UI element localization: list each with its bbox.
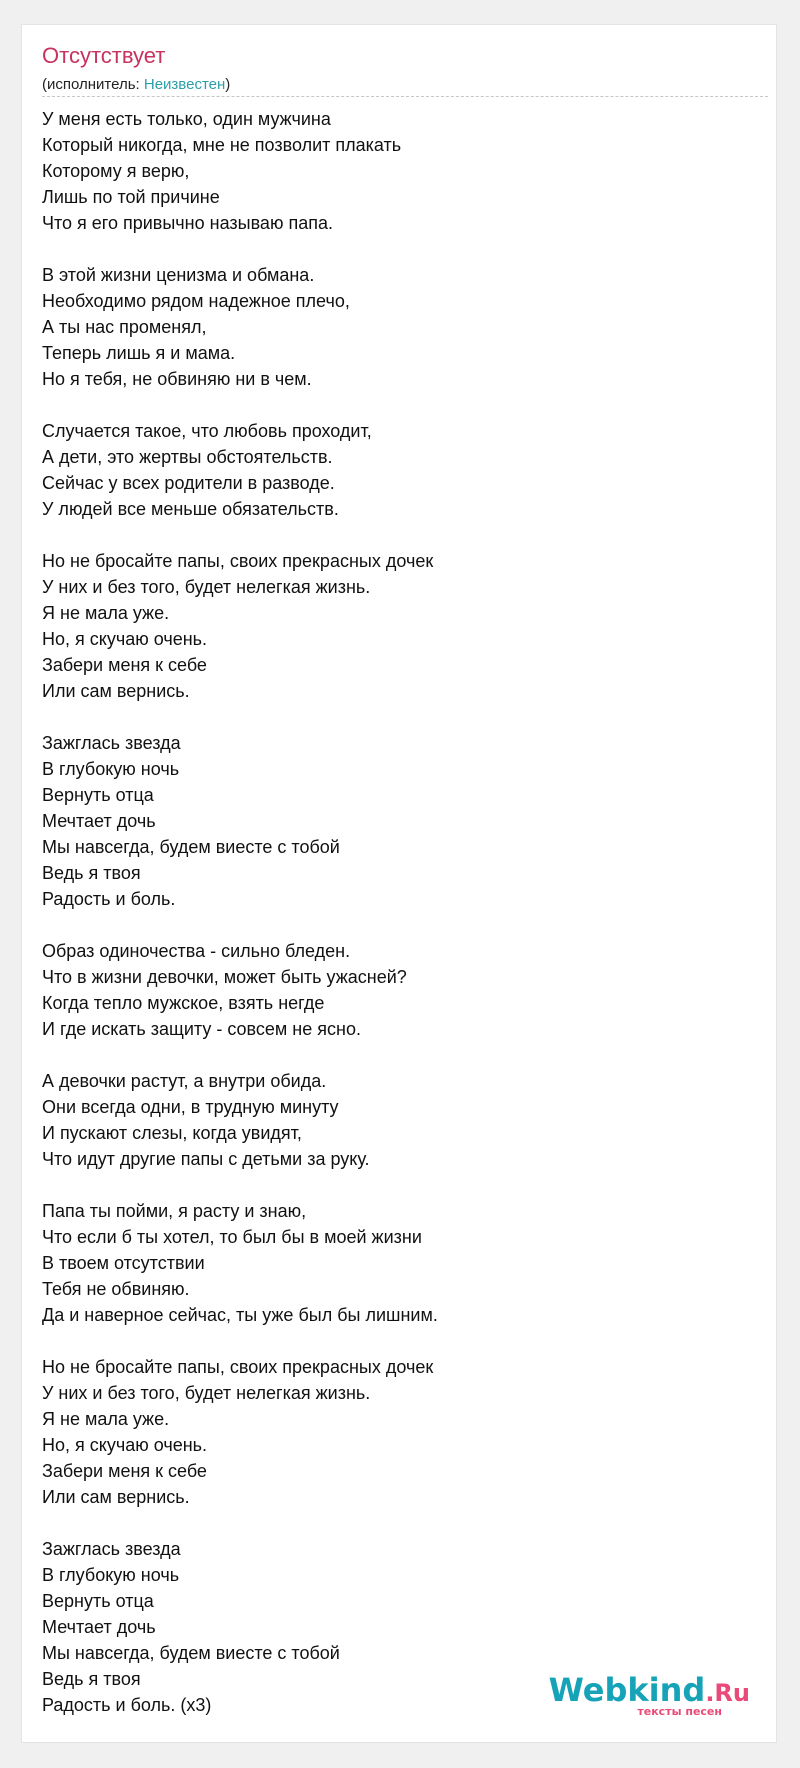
lyric-line: Когда тепло мужское, взять негде [42,993,325,1013]
lyrics-stanza [42,938,742,1042]
lyric-line: И где искать защиту - совсем не ясно. [42,1019,361,1039]
lyric-line: Забери меня к себе [42,1461,207,1481]
lyric-line: Я не мала уже. [42,1409,170,1429]
artist-prefix: (исполнитель: [42,76,144,93]
lyric-line: Ведь я твоя [42,863,141,883]
artist-suffix: ) [225,76,231,93]
lyrics-stanza [42,1354,742,1510]
header-divider [42,96,768,97]
lyric-line: Случается такое, что любовь проходит, [42,421,372,441]
logo-tld: .Ru [705,1679,750,1707]
lyrics-card [21,24,777,1743]
lyric-line: У людей все меньше обязательств. [42,499,339,519]
lyric-line: В глубокую ночь [42,1565,180,1585]
lyric-line: Я не мала уже. [42,603,170,623]
lyric-line: Ведь я твоя [42,1669,141,1689]
artist-link[interactable]: Неизвестен [143,76,226,93]
lyric-line: В глубокую ночь [42,759,180,779]
artist-line [42,75,230,95]
lyric-line: Они всегда одни, в трудную минуту [42,1097,339,1117]
lyrics-stanza [42,1198,742,1328]
lyric-line: В этой жизни ценизма и обмана. [42,265,315,285]
logo-subtitle: тексты песен [637,1705,722,1718]
lyric-line: Лишь по той причине [42,187,220,207]
lyric-line: Зажглась звезда [42,733,181,753]
lyric-line: Что идут другие папы с детьми за руку. [42,1149,370,1169]
lyric-line: Или сам вернись. [42,681,190,701]
lyric-line: Который никогда, мне не позволит плакать [42,135,402,155]
lyric-line: Но, я скучаю очень. [42,1435,208,1455]
lyrics-stanza [42,730,742,912]
lyric-line: Но не бросайте папы, своих прекрасных дочек [42,551,434,571]
lyric-line: А дети, это жертвы обстоятельств. [42,447,333,467]
lyrics-stanza [42,418,742,522]
lyric-line: Тебя не обвиняю. [42,1279,190,1299]
song-title: Отсутствует [42,43,166,68]
lyric-line: Забери меня к себе [42,655,207,675]
lyric-line: Что в жизни девочки, может быть ужасней? [42,967,407,987]
lyrics-stanza [42,548,742,704]
lyric-line: Мы навсегда, будем виесте с тобой [42,1643,340,1663]
logo-word: Webkind [548,1671,706,1709]
lyric-line: Вернуть отца [42,1591,154,1611]
lyric-line: Но, я скучаю очень. [42,629,208,649]
lyric-line: Сейчас у всех родители в разводе. [42,473,335,493]
lyric-line: Теперь лишь я и мама. [42,343,236,363]
lyric-line: Да и наверное сейчас, ты уже был бы лишним. [42,1305,438,1325]
lyric-line: Зажглась звезда [42,1539,181,1559]
site-logo[interactable] [548,1671,750,1718]
lyric-line: Необходимо рядом надежное плечо, [42,291,350,311]
lyrics-stanza [42,106,742,236]
lyrics-stanza [42,262,742,392]
lyric-line: Но не бросайте папы, своих прекрасных дочек [42,1357,434,1377]
lyric-line: А ты нас променял, [42,317,207,337]
lyric-line: Мечтает дочь [42,811,156,831]
lyric-line: И пускают слезы, когда увидят, [42,1123,302,1143]
lyric-line: А девочки растут, а внутри обида. [42,1071,327,1091]
lyric-line: У них и без того, будет нелегкая жизнь. [42,577,371,597]
lyric-line: Радость и боль. (x3) [42,1695,212,1715]
lyric-line: Мечтает дочь [42,1617,156,1637]
lyric-line: Вернуть отца [42,785,154,805]
lyric-line: Что если б ты хотел, то был бы в моей жизни [42,1227,422,1247]
lyric-line: Но я тебя, не обвиняю ни в чем. [42,369,312,389]
lyric-line: Или сам вернись. [42,1487,190,1507]
lyric-line: У них и без того, будет нелегкая жизнь. [42,1383,371,1403]
lyric-line: Образ одиночества - сильно бледен. [42,941,351,961]
lyrics-body [42,106,742,1744]
lyrics-stanza [42,1068,742,1172]
lyric-line: Что я его привычно называю папа. [42,213,333,233]
lyric-line: Радость и боль. [42,889,176,909]
lyric-line: У меня есть только, один мужчина [42,109,331,129]
lyric-line: Папа ты пойми, я расту и знаю, [42,1201,307,1221]
lyric-line: Мы навсегда, будем виесте с тобой [42,837,340,857]
lyric-line: В твоем отсутствии [42,1253,205,1273]
lyric-line: Которому я верю, [42,161,190,181]
